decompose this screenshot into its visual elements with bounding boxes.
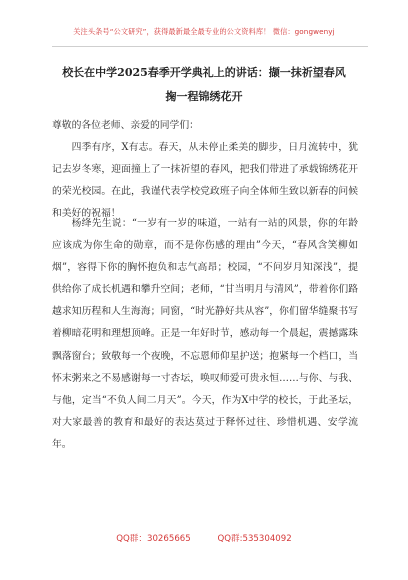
salutation: 尊敬的各位老师、亲爱的同学们： — [52, 120, 199, 131]
document-title-line2: 掬一程锦绣花开 — [165, 90, 243, 103]
footer-qq-group-2: QQ群:535304092 — [217, 534, 292, 544]
footer — [0, 532, 408, 544]
paragraph-2: 杨绛先生说：“一岁有一岁的味道，一站有一站的风景，你的年龄应该成为你生命的勋章，而不是你伤感的理由”今天，“春风含笑柳如烟”，容得下你的胸怀抱负和志气高昂；校园，“不问岁月知深浅”，提供给你了成长机遇和攀升空间；老师，“甘当明月与清风”，带着你们路越求知历程和人生海海；同窗，“时光静好共从容”，你们留华缝聚书写着柳暗花明和理想顶峰。正是一年好时节，感动每一个晨起，震撼露珠飘落窗台；致敬每一个夜晚，不忘恩师仰星护送；抱紧每一个档口，当怀末粥来之不易感谢每一寸杏坛，唤叹师爱可贵永恒……与你、与我、与他，定当“不负人间二月天”。今天，作为X中学的校长，于此圣坛，对大家最善的教育和最好的表达莫过于释怀过往、珍惜机遇、安学流年。 — [52, 218, 358, 450]
header-banner: 关注头条号“公文研究”，获得最新最全最专业的公文资料库！ 微信：gongwenyj — [73, 27, 335, 36]
footer-qq-group-1: QQ群：30265665 — [116, 534, 191, 544]
paragraph-1: 四季有序，X有志。春天，从未停止柔美的脚步，日月流转中，犹记去岁冬寒，迎面撞上了一抹祈望的春风，把我们带进了承载锦绣花开的荣光校园。在此，我谨代表学校党政班子向全体师生致以新春的问候和美好的祝福！ — [52, 142, 358, 220]
document-title-line1: 校长在中学2025春季开学典礼上的讲话：撷一抹祈望春风 — [62, 66, 346, 79]
header-divider — [52, 46, 368, 47]
